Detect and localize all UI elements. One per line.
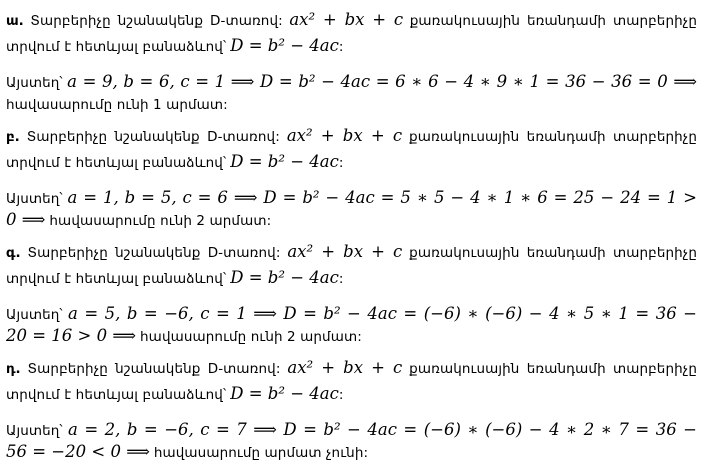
section-a-trinomial: ax² + bx + c [289,10,404,29]
section-d-label: դ. [6,361,21,377]
section-b-intro-line-2 [6,150,697,174]
section-a-colon: : [338,39,344,55]
section-b-calc-2-math: 0 ⟹ [6,210,46,229]
section-a-intro-3: տրվում է հետևյալ բանաձևով՝ [6,39,227,55]
section-d-colon: : [338,387,344,403]
section-b-calc-line-2 [6,208,697,232]
section-c-calc-2-text: հավասարումը ունի 2 արմատ: [140,329,362,345]
section-b-intro-line-1 [6,124,697,148]
section-c-intro-2: քառակուսային եռանդամի տարբերիչը [409,245,697,261]
section-c-calc-2-math: 20 = 16 > 0 ⟹ [6,326,137,345]
section-b-here: Այստեղ՝ [6,191,63,207]
section-c-intro-1: Տարբերիչը նշանակենք D-տառով: [27,245,281,261]
section-b-intro-3: տրվում է հետևյալ բանաձևով՝ [6,155,227,171]
section-d-calc-line-1 [6,418,697,442]
section-c-trinomial: ax² + bx + c [287,242,403,261]
section-c-label: գ. [6,245,21,261]
section-d-here: Այստեղ՝ [6,423,63,439]
section-a-calc-2-text: հավասարումը ունի 1 արմատ: [6,97,228,113]
section-a-intro-line-2 [6,34,697,58]
section-b-formula: D = b² − 4ac [230,152,339,171]
section-d-trinomial: ax² + bx + c [287,358,403,377]
section-b-trinomial: ax² + bx + c [286,126,403,145]
section-d-intro-line-1 [6,356,697,380]
section-b-calc-2-text: հավասարումը ունի 2 արմատ: [49,213,272,229]
section-c-calc-line-2 [6,324,697,348]
section-c-calc-1: a = 5, b = −6, c = 1 ⟹ D = b² − 4ac = (−6) ∗ (−6) − 4 ∗ 5 ∗ 1 = 36 − [68,304,697,323]
section-a-intro-1: Տարբերիչը նշանակենք D-տառով: [30,13,283,29]
section-d-intro-line-2 [6,382,697,406]
section-b-label: բ. [6,129,20,145]
section-a-intro-2: քառակուսային եռանդամի տարբերիչը [409,13,697,29]
section-d-calc-line-2 [6,440,697,464]
section-d-calc-1: a = 2, b = −6, c = 7 ⟹ D = b² − 4ac = (−6) ∗ (−6) − 4 ∗ 2 ∗ 7 = 36 − [68,420,697,439]
section-a-here: Այստեղ՝ [6,75,63,91]
section-c-formula: D = b² − 4ac [230,268,339,287]
section-a-calc-line-1 [6,70,697,94]
section-c-intro-line-1 [6,240,697,264]
section-b-calc-1: a = 1, b = 5, c = 6 ⟹ D = b² − 4ac = 5 ∗ 5 − 4 ∗ 1 ∗ 6 = 25 − 24 = 1 > [67,188,697,207]
section-d-calc-2-math: 56 = −20 < 0 ⟹ [6,442,150,461]
section-c-here: Այստեղ՝ [6,307,63,323]
section-a-calc-line-2 [6,92,697,116]
section-d-intro-1: Տարբերիչը նշանակենք D-տառով: [27,361,281,377]
section-a-intro-line-1 [6,8,697,32]
section-d-intro-2: քառակուսային եռանդամի տարբերիչը [409,361,697,377]
section-d-intro-3: տրվում է հետևյալ բանաձևով՝ [6,387,227,403]
section-b-colon: : [338,155,344,171]
section-d-calc-2-text: հավասարումը արմատ չունի: [153,445,369,461]
section-b-calc-line-1 [6,186,697,210]
section-a-calc-1: a = 9, b = 6, c = 1 ⟹ D = b² − 4ac = 6 ∗ 6 − 4 ∗ 9 ∗ 1 = 36 − 36 = 0 ⟹ [67,72,697,91]
section-c-intro-3: տրվում է հետևյալ բանաձևով՝ [6,271,227,287]
section-b-intro-2: քառակուսային եռանդամի տարբերիչը [409,129,697,145]
section-d-formula: D = b² − 4ac [230,384,339,403]
section-c-colon: : [338,271,344,287]
section-c-calc-line-1 [6,302,697,326]
section-b-intro-1: Տարբերիչը նշանակենք D-տառով: [26,129,280,145]
section-a-label: ա. [6,13,24,29]
section-c-intro-line-2 [6,266,697,290]
section-a-formula: D = b² − 4ac [230,36,339,55]
